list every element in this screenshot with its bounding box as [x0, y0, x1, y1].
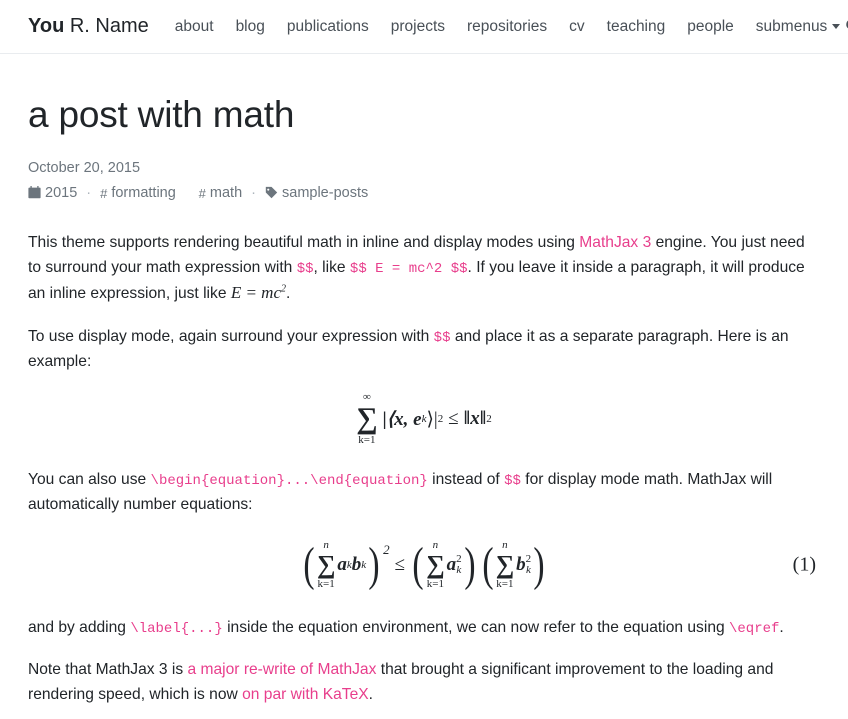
nav-item-projects[interactable]: projects [390, 17, 446, 35]
right-paren: ) [533, 537, 545, 591]
summation-symbol [356, 392, 377, 446]
equation-1-body-sub: k [421, 413, 427, 426]
p4-text-1: and by adding [28, 618, 131, 636]
meta-tag-formatting[interactable] [100, 185, 176, 201]
nav-item-submenus[interactable]: submenus [756, 18, 841, 36]
p3-text-2: instead of [427, 471, 505, 489]
nav-item-teaching[interactable]: teaching [606, 17, 666, 35]
summation-symbol [496, 540, 515, 590]
navbar [0, 0, 848, 54]
right-paren: ) [464, 537, 476, 591]
equation-2-term-b-sub: k [361, 558, 367, 571]
p4-text-3: . [779, 618, 784, 636]
brand-rest: R. Name [64, 15, 149, 37]
sum-lower-limit: k=1 [358, 434, 376, 447]
equation-1-body-2: ⟩| [426, 408, 438, 430]
nav-item-people[interactable]: people [687, 17, 734, 35]
sum-lower-limit: k=1 [426, 577, 444, 590]
equation-2-term-a: a [337, 553, 347, 575]
inline-code-emc2: $$ E = mc^2 $$ [349, 260, 468, 277]
nav-item-cv[interactable]: cv [569, 17, 585, 35]
sigma-glyph: ∑ [426, 549, 445, 579]
moon-icon[interactable] [840, 14, 848, 40]
left-paren: ( [482, 537, 494, 591]
post-meta [28, 185, 820, 201]
display-equation-2 [28, 537, 820, 591]
brand-link[interactable] [28, 15, 149, 38]
inline-math-emc2 [231, 283, 286, 302]
paragraph-5 [28, 658, 818, 707]
equation-2-term-b2-sup: 2 [525, 552, 532, 565]
p1-text-2: engine. You just need to surround your math expression with [28, 234, 805, 276]
equation-1-expression [356, 392, 492, 446]
equation-1-relation: ≤ [448, 408, 459, 430]
meta-separator-2: · [251, 185, 256, 201]
sum-upper-limit: n [323, 538, 329, 551]
p3-text-3: for display mode math. MathJax will automatically number equations: [28, 471, 773, 513]
mathjax-rewrite-link[interactable]: a major re-write of MathJax [187, 661, 377, 679]
equation-2-term-a2-sub: k [456, 563, 462, 576]
inline-math-exponent: 2 [281, 283, 287, 295]
equation-2-outer-exponent: 2 [383, 541, 390, 557]
equation-number: (1) [792, 553, 816, 576]
paragraph-2 [28, 325, 818, 374]
summation-symbol [426, 540, 445, 590]
p2-text-1: To use display mode, again surround your expression with [28, 328, 434, 346]
meta-category-label: sample-posts [282, 185, 369, 201]
post-content [0, 54, 848, 707]
inline-code-label: \label{...} [130, 620, 223, 637]
calendar-icon [28, 186, 41, 201]
right-paren: ) [368, 537, 380, 591]
tag-icon [265, 186, 278, 201]
equation-2-group-2 [410, 537, 478, 591]
inline-code-eqref: \eqref [729, 620, 780, 637]
equation-2-relation: ≤ [394, 553, 406, 575]
sum-upper-limit: n [432, 538, 439, 551]
meta-tag-formatting-label: formatting [111, 185, 176, 201]
paragraph-1 [28, 231, 818, 307]
summation-symbol [317, 540, 336, 590]
p5-text-1: Note that MathJax 3 is [28, 661, 188, 679]
sum-upper-limit: n [502, 538, 508, 551]
p5-text-3: . [368, 685, 374, 703]
mathjax3-link[interactable]: MathJax 3 [579, 234, 652, 251]
p3-text-1: You can also use [28, 471, 151, 489]
p1-text-1: This theme supports rendering beautiful math in inline and display modes using [28, 234, 580, 251]
hash-icon: # [100, 185, 108, 201]
inline-math-base: E = mc [230, 283, 282, 303]
post-date: October 20, 2015 [28, 160, 141, 176]
sum-lower-limit: k=1 [496, 577, 514, 590]
equation-1-body-sup: 2 [437, 413, 444, 426]
sum-lower-limit: k=1 [317, 577, 335, 590]
equation-2-group-1 [301, 537, 390, 591]
equation-2-group-3 [480, 537, 548, 591]
equation-1-body: |⟨x, e [382, 408, 422, 430]
meta-category[interactable] [265, 185, 368, 201]
equation-2-term-a2: a [446, 553, 457, 575]
nav-item-blog[interactable]: blog [235, 17, 265, 35]
equation-1-rhs-sup: 2 [486, 413, 492, 426]
equation-2-expression [301, 537, 547, 591]
p2-text-2: and place it as a separate paragraph. Here is an example: [28, 328, 789, 370]
nav-item-publications[interactable]: publications [286, 17, 369, 35]
equation-2-term-b2-sub: k [525, 563, 531, 576]
paragraph-3 [28, 468, 818, 517]
equation-2-term-a-sub: k [346, 558, 352, 571]
sigma-glyph: ∑ [495, 549, 515, 579]
sum-upper-limit: ∞ [362, 391, 371, 404]
meta-tag-math[interactable] [199, 185, 242, 201]
p1-text-3: , like [313, 258, 350, 276]
meta-tag-math-label: math [209, 185, 243, 201]
sigma-glyph: ∑ [316, 549, 336, 579]
katex-link[interactable]: on par with KaTeX [242, 685, 369, 703]
equation-2-term-b: b [351, 553, 362, 575]
brand-strong: You [28, 15, 65, 37]
page-title: a post with math [28, 94, 295, 135]
paragraph-4 [28, 616, 818, 641]
p1-text-4: . If you leave it inside a paragraph, it will produce an inline expression, just like [28, 258, 805, 303]
p1-text-5: . [286, 285, 291, 303]
nav-item-repositories[interactable]: repositories [467, 17, 548, 35]
meta-year[interactable] [28, 185, 77, 201]
nav-item-about[interactable]: about [174, 17, 214, 35]
meta-year-label: 2015 [45, 185, 78, 201]
p4-text-2: inside the equation environment, we can now refer to the equation using [222, 618, 729, 636]
left-paren: ( [412, 537, 424, 591]
meta-separator-1: · [86, 185, 92, 201]
display-equation-1 [28, 392, 820, 446]
inline-code-dollar-3: $$ [504, 473, 521, 490]
equation-1-rhs: ‖x‖ [463, 408, 487, 430]
inline-code-dollar: $$ [296, 260, 314, 277]
p5-text-2: that brought a significant improvement to the loading and rendering speed, which is now [28, 661, 774, 703]
sigma-glyph: ∑ [356, 402, 378, 436]
nav-links [175, 18, 841, 36]
hash-icon: # [198, 185, 206, 201]
equation-2-term-a2-sup: 2 [456, 552, 462, 565]
left-paren: ( [303, 537, 315, 591]
inline-code-dollar-2: $$ [433, 330, 451, 347]
inline-code-begin-equation: \begin{equation}...\end{equation} [150, 473, 428, 490]
equation-2-term-b2: b [516, 553, 526, 575]
